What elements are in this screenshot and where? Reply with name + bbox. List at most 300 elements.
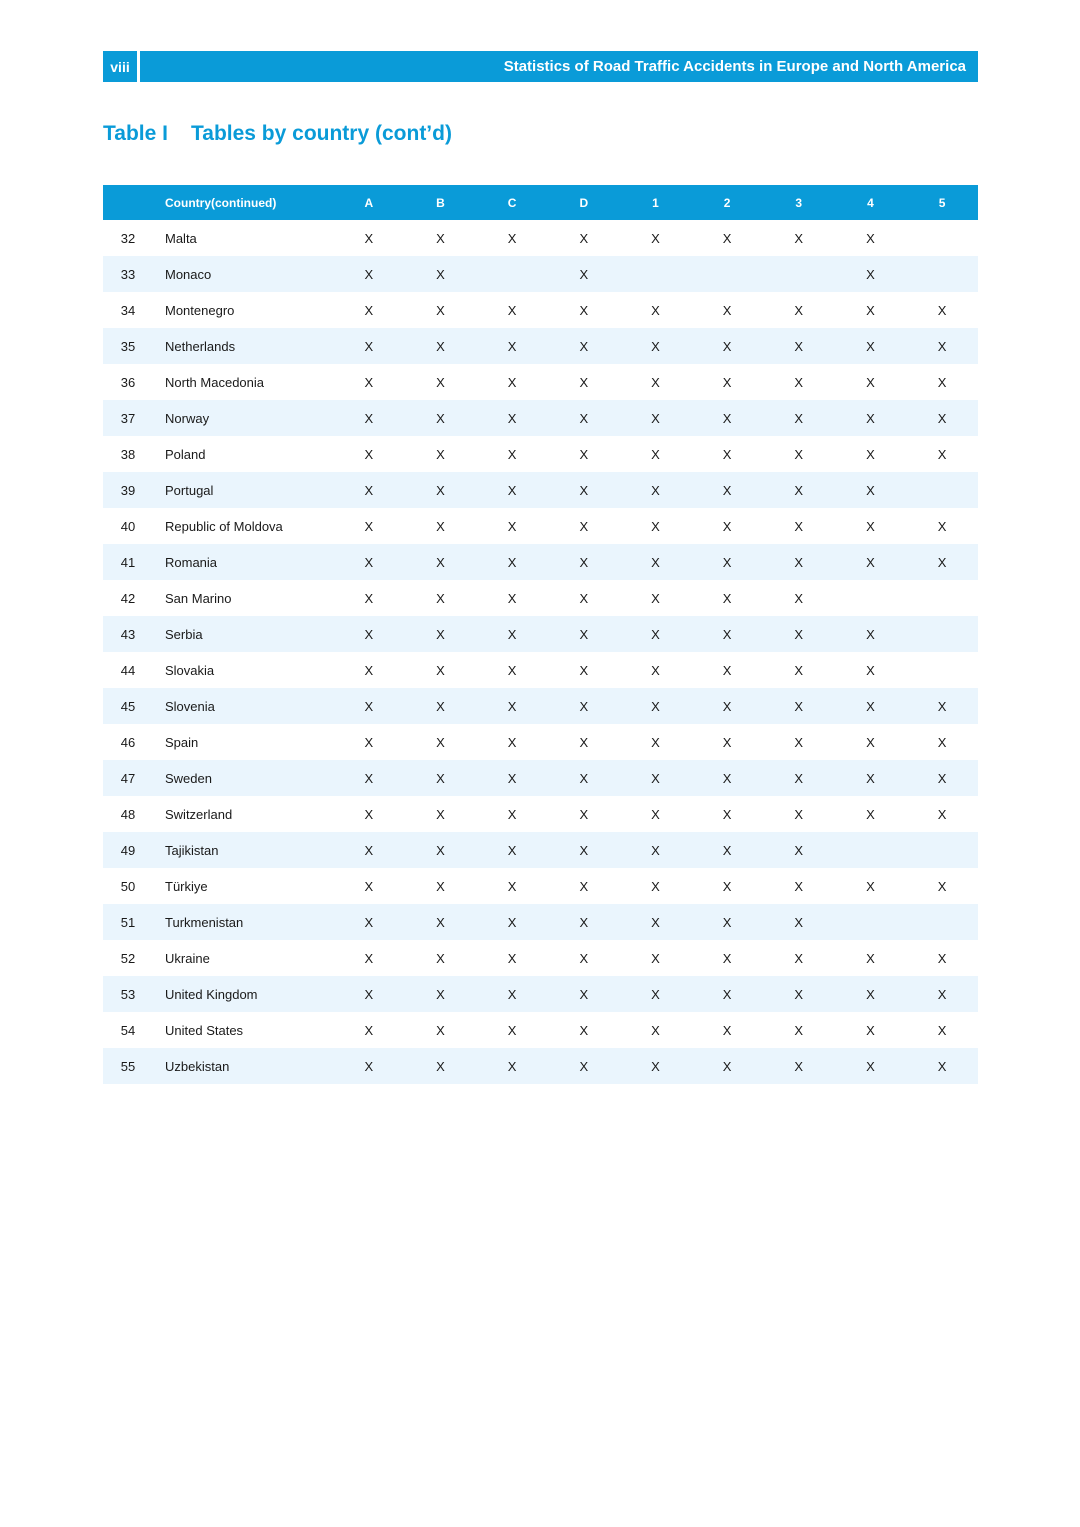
availability-mark: X [906,328,978,364]
availability-mark: X [937,374,947,390]
availability-mark: X [763,976,835,1012]
availability-mark: X [507,950,517,966]
table-row [103,580,978,616]
availability-mark: X [436,878,445,894]
row-number: 40 [120,518,136,534]
availability-mark: X [651,734,660,750]
availability-mark: X [548,832,620,868]
availability-mark: X [548,256,620,292]
table-row [103,724,978,760]
availability-mark [476,256,548,292]
availability-mark: X [507,446,517,462]
availability-mark: X [906,544,978,580]
availability-mark: X [476,904,548,940]
availability-mark: X [364,518,374,534]
availability-mark: X [333,400,405,436]
country-name: Turkmenistan [153,904,333,940]
page-header [103,51,978,82]
table-row [103,472,978,508]
availability-mark: X [763,328,835,364]
availability-mark: X [691,904,763,940]
availability-mark: X [722,662,732,678]
availability-mark: X [866,302,875,318]
availability-mark: X [579,230,589,246]
availability-mark: X [436,374,445,390]
country-name: Netherlands [153,328,333,364]
row-number: 50 [120,878,136,894]
row-number: 45 [103,688,153,724]
availability-mark: X [476,328,548,364]
availability-mark: X [722,950,732,966]
availability-mark: X [722,518,732,534]
row-number: 47 [103,760,153,796]
column-header-3: 3 [763,185,835,220]
availability-mark: X [835,472,907,508]
availability-mark: X [651,230,660,246]
column-header-2: 2 [691,185,763,220]
availability-mark: X [333,904,405,940]
availability-mark: X [333,688,405,724]
availability-mark [906,904,978,940]
row-number: 42 [120,590,136,606]
table-row [103,652,978,688]
availability-mark: X [436,806,445,822]
table-title: Tables by country (cont’d) [191,122,452,145]
availability-mark: X [763,760,835,796]
availability-mark: X [476,832,548,868]
availability-mark: X [548,1048,620,1084]
availability-mark: X [579,1022,589,1038]
availability-mark: X [405,616,477,652]
availability-mark: X [722,374,732,390]
table-row [103,508,978,544]
availability-mark: X [333,544,405,580]
availability-mark: X [620,688,692,724]
table-row [103,616,978,652]
availability-mark: X [763,832,835,868]
row-number: 49 [103,832,153,868]
availability-mark [906,256,978,292]
country-name: Spain [165,734,199,750]
availability-mark: X [507,1022,517,1038]
row-number: 55 [103,1048,153,1084]
availability-mark: X [364,734,374,750]
availability-mark: X [405,328,477,364]
availability-mark [906,832,978,868]
availability-mark: X [937,734,947,750]
table-row [103,940,978,976]
availability-mark: X [794,374,804,390]
country-name: Tajikistan [153,832,333,868]
table-row [103,364,978,400]
availability-mark: X [548,544,620,580]
document-title: Statistics of Road Traffic Accidents in Europe and North America [140,51,978,82]
availability-mark: X [620,976,692,1012]
row-number: 48 [120,806,136,822]
availability-mark: X [794,518,804,534]
availability-mark: X [794,878,804,894]
availability-mark: X [579,590,589,606]
availability-mark: X [620,904,692,940]
availability-mark: X [507,662,517,678]
availability-mark: X [548,976,620,1012]
availability-mark: X [436,662,445,678]
availability-mark: X [937,518,947,534]
country-name: Romania [153,544,333,580]
availability-mark: X [651,878,660,894]
table-row [103,868,978,904]
availability-mark: X [620,328,692,364]
availability-mark: X [405,832,477,868]
country-name: North Macedonia [165,374,264,390]
availability-mark: X [651,1022,660,1038]
row-number: 41 [103,544,153,580]
availability-mark: X [937,446,947,462]
table-row [103,220,978,256]
availability-mark [906,652,978,688]
country-name: Poland [165,446,206,462]
availability-mark: X [691,976,763,1012]
availability-mark: X [722,590,732,606]
availability-mark: X [937,950,947,966]
row-number: 52 [120,950,136,966]
availability-mark: X [722,806,732,822]
availability-mark: X [476,400,548,436]
availability-mark: X [405,976,477,1012]
availability-mark: X [333,760,405,796]
row-number: 46 [120,734,136,750]
table-row [103,1048,978,1084]
availability-mark: X [436,518,445,534]
availability-mark: X [794,302,804,318]
availability-mark: X [866,518,875,534]
availability-mark: X [722,878,732,894]
row-number: 43 [103,616,153,652]
availability-mark: X [579,878,589,894]
row-number: 51 [103,904,153,940]
availability-mark: X [548,400,620,436]
availability-mark: X [405,544,477,580]
availability-mark: X [866,662,875,678]
availability-mark: X [507,518,517,534]
availability-mark: X [579,302,589,318]
country-name: Türkiye [165,878,208,894]
availability-mark: X [436,950,445,966]
availability-mark: X [579,806,589,822]
availability-mark [835,580,907,616]
availability-mark: X [476,760,548,796]
availability-mark: X [548,904,620,940]
availability-mark: X [333,328,405,364]
availability-mark: X [405,904,477,940]
table-row [103,796,978,832]
availability-mark: X [333,256,405,292]
availability-mark: X [507,806,517,822]
availability-mark: X [620,760,692,796]
availability-mark: X [364,950,374,966]
availability-mark: X [906,400,978,436]
availability-mark: X [763,400,835,436]
availability-mark: X [476,616,548,652]
availability-mark: X [906,688,978,724]
availability-mark: X [579,518,589,534]
availability-mark: X [364,878,374,894]
availability-mark: X [620,544,692,580]
availability-mark: X [691,400,763,436]
country-name: United States [165,1022,244,1038]
availability-mark: X [476,472,548,508]
column-header-b: B [405,185,477,220]
availability-mark: X [835,688,907,724]
country-name: Uzbekistan [153,1048,333,1084]
availability-mark: X [794,590,804,606]
availability-mark: X [866,734,875,750]
availability-mark: X [364,806,374,822]
availability-mark: X [364,662,374,678]
table-row [103,1012,978,1048]
availability-mark: X [405,400,477,436]
country-name: Ukraine [165,950,210,966]
table-body [103,220,978,1084]
availability-mark: X [405,472,477,508]
table-row [103,760,978,796]
availability-mark: X [906,760,978,796]
availability-mark: X [651,518,660,534]
availability-mark: X [333,976,405,1012]
availability-mark: X [866,1022,875,1038]
availability-mark: X [548,688,620,724]
availability-mark: X [722,230,732,246]
availability-mark: X [476,544,548,580]
availability-mark: X [436,590,445,606]
availability-mark: X [794,662,804,678]
availability-mark: X [333,616,405,652]
availability-mark: X [763,688,835,724]
availability-mark: X [507,374,517,390]
availability-mark: X [579,374,589,390]
country-name: Republic of Moldova [165,518,283,534]
availability-mark: X [722,1022,732,1038]
availability-mark: X [691,760,763,796]
availability-mark: X [507,302,517,318]
table-row [103,904,978,940]
availability-mark: X [436,446,445,462]
availability-mark: X [548,616,620,652]
availability-mark: X [436,1022,445,1038]
country-name: Norway [153,400,333,436]
row-number: 39 [103,472,153,508]
availability-mark: X [937,1022,947,1038]
availability-mark: X [835,400,907,436]
table-row [103,976,978,1012]
table-row [103,544,978,580]
availability-mark: X [835,328,907,364]
column-header-5: 5 [906,185,978,220]
availability-mark: X [507,734,517,750]
availability-mark: X [722,302,732,318]
country-name: United Kingdom [153,976,333,1012]
table-label: Table I [103,122,168,145]
availability-mark: X [620,400,692,436]
availability-mark: X [691,472,763,508]
table-row [103,328,978,364]
row-number: 53 [103,976,153,1012]
availability-mark: X [364,446,374,462]
country-name: Montenegro [165,302,235,318]
country-name: Slovenia [153,688,333,724]
availability-mark [691,256,763,292]
availability-mark [835,904,907,940]
availability-mark: X [866,230,875,246]
availability-mark: X [763,1048,835,1084]
availability-mark [906,220,978,256]
availability-mark: X [476,688,548,724]
availability-mark: X [548,472,620,508]
availability-mark: X [579,446,589,462]
availability-mark: X [763,472,835,508]
table-row [103,400,978,436]
availability-mark: X [405,688,477,724]
availability-mark: X [364,1022,374,1038]
availability-mark: X [763,904,835,940]
country-name: Sweden [153,760,333,796]
row-number: 36 [120,374,136,390]
country-name: Switzerland [165,806,233,822]
availability-mark: X [436,230,445,246]
availability-mark: X [835,256,907,292]
availability-mark: X [835,1048,907,1084]
availability-mark: X [691,688,763,724]
availability-mark: X [579,734,589,750]
country-name: Serbia [153,616,333,652]
table-row [103,832,978,868]
country-name: Portugal [153,472,333,508]
availability-mark: X [794,446,804,462]
availability-mark: X [507,230,517,246]
availability-mark: X [835,976,907,1012]
availability-mark: X [651,374,660,390]
availability-mark: X [436,734,445,750]
availability-mark: X [364,374,374,390]
availability-mark: X [866,950,875,966]
availability-mark [763,256,835,292]
country-name: Slovakia [165,662,215,678]
availability-mark: X [405,256,477,292]
availability-mark: X [763,616,835,652]
availability-mark: X [405,1048,477,1084]
availability-mark: X [691,544,763,580]
availability-mark: X [364,302,374,318]
row-number: 32 [120,230,136,246]
availability-mark: X [651,446,660,462]
availability-mark [620,256,692,292]
table-header-row [103,185,978,220]
availability-mark: X [476,976,548,1012]
row-number: 34 [120,302,136,318]
availability-mark: X [835,544,907,580]
availability-mark: X [405,760,477,796]
availability-mark: X [620,616,692,652]
row-number: 37 [103,400,153,436]
row-number: 44 [120,662,136,678]
availability-mark: X [548,328,620,364]
availability-mark: X [906,1048,978,1084]
availability-mark: X [937,302,947,318]
availability-mark: X [794,1022,804,1038]
availability-mark: X [866,806,875,822]
availability-mark: X [364,230,374,246]
availability-mark: X [548,760,620,796]
availability-mark: X [866,446,875,462]
availability-mark: X [507,878,517,894]
availability-mark: X [937,878,947,894]
column-header-4: 4 [835,185,907,220]
availability-mark: X [794,950,804,966]
availability-mark: X [620,832,692,868]
availability-mark: X [651,302,660,318]
column-header-1: 1 [620,185,692,220]
availability-mark: X [794,734,804,750]
availability-mark [906,580,978,616]
row-number: 38 [120,446,136,462]
availability-mark: X [691,328,763,364]
availability-mark: X [620,472,692,508]
country-table [103,185,978,1084]
availability-mark: X [436,302,445,318]
availability-mark: X [866,374,875,390]
table-row [103,256,978,292]
country-name: Monaco [153,256,333,292]
availability-mark: X [691,616,763,652]
availability-mark: X [651,662,660,678]
row-number: 35 [103,328,153,364]
availability-mark: X [691,1048,763,1084]
availability-mark: X [835,616,907,652]
row-number: 33 [103,256,153,292]
availability-mark [835,832,907,868]
availability-mark: X [651,590,660,606]
availability-mark: X [866,878,875,894]
table-row [103,688,978,724]
availability-mark [906,472,978,508]
column-header-a: A [333,185,405,220]
availability-mark: X [333,832,405,868]
availability-mark: X [364,590,374,606]
country-name: Malta [165,230,197,246]
table-row [103,436,978,472]
availability-mark: X [794,806,804,822]
availability-mark: X [794,230,804,246]
availability-mark: X [651,806,660,822]
column-header-c: C [476,185,548,220]
page-number: viii [103,51,137,82]
availability-mark: X [651,950,660,966]
availability-mark: X [722,734,732,750]
table-row [103,292,978,328]
availability-mark: X [579,662,589,678]
availability-mark: X [476,1048,548,1084]
table-heading [103,122,452,146]
availability-mark: X [937,806,947,822]
availability-mark [906,616,978,652]
availability-mark: X [763,544,835,580]
availability-mark: X [835,760,907,796]
column-header-d: D [548,185,620,220]
availability-mark: X [579,950,589,966]
row-number: 54 [120,1022,136,1038]
column-header-country: Country(continued) [153,185,333,220]
column-header-number [103,185,153,220]
